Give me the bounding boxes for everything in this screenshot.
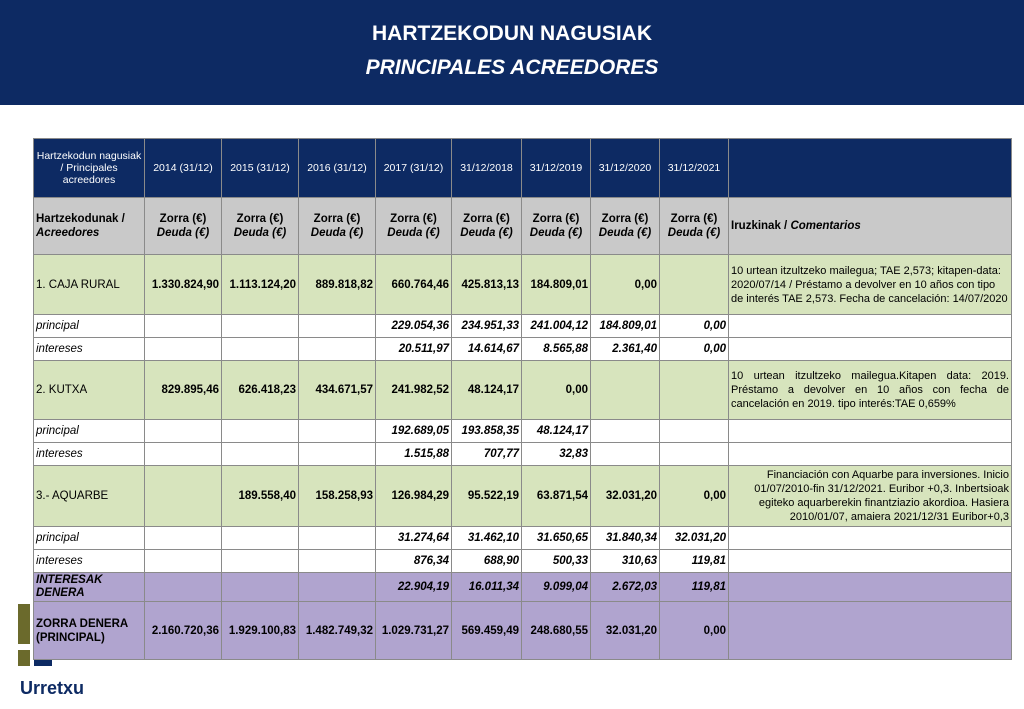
value-cell <box>145 527 222 550</box>
total-debt-row <box>34 602 1012 660</box>
year-header: 2016 (31/12) <box>299 139 376 198</box>
title-spanish: PRINCIPALES ACREEDORES <box>365 56 659 79</box>
debt-header-cell <box>299 198 376 255</box>
comment-cell: 10 urtean itzultzeko mailegua.Kitapen data: 2019. Préstamo a devolver en 10 años con fecha de cancelación en 2019. tipo interés:TAE 0,659% <box>729 361 1012 420</box>
value-cell <box>222 550 299 573</box>
debt-cell: 434.671,57 <box>299 361 376 420</box>
empty-comment-cell <box>729 315 1012 338</box>
value-cell <box>299 420 376 443</box>
value-cell: 0,00 <box>660 338 729 361</box>
debt-header-cell <box>222 198 299 255</box>
debt-label-es: Deuda (€) <box>233 227 287 239</box>
value-cell <box>660 443 729 466</box>
total-interest-row <box>34 573 1012 602</box>
total-cell: 569.459,49 <box>452 602 522 660</box>
value-cell: 31.274,64 <box>376 527 452 550</box>
value-cell <box>222 420 299 443</box>
total-cell <box>222 573 299 602</box>
value-cell: 32,83 <box>522 443 591 466</box>
principal-row <box>34 315 1012 338</box>
value-cell: 184.809,01 <box>591 315 660 338</box>
value-cell: 234.951,33 <box>452 315 522 338</box>
debt-cell: 184.809,01 <box>522 255 591 315</box>
empty-comment-cell <box>729 550 1012 573</box>
year-header: 2014 (31/12) <box>145 139 222 198</box>
debt-label-eu: Zorra (€) <box>236 213 284 225</box>
value-cell: 2.361,40 <box>591 338 660 361</box>
debt-cell: 626.418,23 <box>222 361 299 420</box>
total-cell: 32.031,20 <box>591 602 660 660</box>
value-cell: 500,33 <box>522 550 591 573</box>
creditor-row-aquarbe <box>34 466 1012 527</box>
total-cell: 1.482.749,32 <box>299 602 376 660</box>
debt-cell: 158.258,93 <box>299 466 376 527</box>
creditors-label-cell <box>34 198 145 255</box>
row-label: principal <box>34 420 145 443</box>
value-cell: 1.515,88 <box>376 443 452 466</box>
value-cell: 192.689,05 <box>376 420 452 443</box>
row-label: principal <box>34 527 145 550</box>
total-cell: 1.029.731,27 <box>376 602 452 660</box>
value-cell <box>660 420 729 443</box>
value-cell: 31.462,10 <box>452 527 522 550</box>
value-cell <box>299 550 376 573</box>
total-cell: 2.672,03 <box>591 573 660 602</box>
value-cell: 31.650,65 <box>522 527 591 550</box>
debt-cell: 95.522,19 <box>452 466 522 527</box>
debt-header-cell <box>522 198 591 255</box>
value-cell <box>145 315 222 338</box>
debt-header-cell <box>145 198 222 255</box>
value-cell <box>222 443 299 466</box>
intereses-row <box>34 443 1012 466</box>
total-cell: 2.160.720,36 <box>145 602 222 660</box>
year-header: 2015 (31/12) <box>222 139 299 198</box>
debt-label-eu: Zorra (€) <box>390 213 437 225</box>
value-cell <box>591 443 660 466</box>
total-cell: 9.099,04 <box>522 573 591 602</box>
value-cell: 229.054,36 <box>376 315 452 338</box>
value-cell: 32.031,20 <box>660 527 729 550</box>
comment-cell: 10 urtean itzultzeko mailegua; TAE 2,573; kitapen-data: 2020/07/14 / Préstamo a devolver en 10 años con tipo de interés TAE 2,573. Fecha de cancelación: 14/07/2020 <box>729 255 1012 315</box>
value-cell <box>145 443 222 466</box>
empty-comment-cell <box>729 527 1012 550</box>
debt-cell <box>660 361 729 420</box>
debt-header-cell <box>452 198 522 255</box>
debt-cell <box>660 255 729 315</box>
year-header: 2017 (31/12) <box>376 139 452 198</box>
debt-cell: 126.984,29 <box>376 466 452 527</box>
debt-cell: 425.813,13 <box>452 255 522 315</box>
value-cell <box>299 338 376 361</box>
creditor-name: 2. KUTXA <box>34 361 145 420</box>
year-header: 31/12/2021 <box>660 139 729 198</box>
value-cell: 707,77 <box>452 443 522 466</box>
debt-cell: 660.764,46 <box>376 255 452 315</box>
principal-row <box>34 420 1012 443</box>
debt-cell: 241.982,52 <box>376 361 452 420</box>
creditor-name: 1. CAJA RURAL <box>34 255 145 315</box>
value-cell: 193.858,35 <box>452 420 522 443</box>
total-cell: 1.929.100,83 <box>222 602 299 660</box>
value-cell: 48.124,17 <box>522 420 591 443</box>
debt-header-cell <box>660 198 729 255</box>
corner-header: Hartzekodun nagusiak / Principales acreedores <box>34 139 145 198</box>
debt-cell: 32.031,20 <box>591 466 660 527</box>
total-cell: 119,81 <box>660 573 729 602</box>
debt-cell: 889.818,82 <box>299 255 376 315</box>
total-cell: 16.011,34 <box>452 573 522 602</box>
value-cell: 241.004,12 <box>522 315 591 338</box>
total-interest-label: INTERESAK DENERA <box>34 573 145 602</box>
row-label: intereses <box>34 443 145 466</box>
empty-comment-cell <box>729 573 1012 602</box>
empty-comment-cell <box>729 338 1012 361</box>
title-basque: HARTZEKODUN NAGUSIAK <box>372 22 652 45</box>
debt-cell: 0,00 <box>660 466 729 527</box>
debt-label-es: Deuda (€) <box>460 227 513 239</box>
comment-cell: Financiación con Aquarbe para inversiones. Inicio 01/07/2010-fin 31/12/2021. Euribor +0,3. Inbertsioak egiteko aquarberekin finantziazio akordioa. Hasiera 2010/01/07, amaiera 2021/12/31 Euribor+0,3 <box>729 466 1012 527</box>
logo-emblem-icon <box>18 604 118 674</box>
debt-header-cell <box>591 198 660 255</box>
header-empty-cell <box>729 139 1012 198</box>
debt-label-eu: Zorra (€) <box>463 213 510 225</box>
principal-row <box>34 527 1012 550</box>
value-cell <box>222 527 299 550</box>
value-cell <box>145 420 222 443</box>
value-cell <box>299 315 376 338</box>
value-cell: 876,34 <box>376 550 452 573</box>
total-cell: 248.680,55 <box>522 602 591 660</box>
value-cell: 310,63 <box>591 550 660 573</box>
comments-header-cell <box>729 198 1012 255</box>
debt-label-eu: Zorra (€) <box>670 213 718 225</box>
debt-label-es: Deuda (€) <box>598 227 652 239</box>
row-label: principal <box>34 315 145 338</box>
value-cell: 8.565,88 <box>522 338 591 361</box>
debt-label-eu: Zorra (€) <box>313 213 361 225</box>
comments-label-eu: Iruzkinak / <box>731 220 788 232</box>
subheader-row <box>34 198 1012 255</box>
debt-label-es: Deuda (€) <box>310 227 364 239</box>
creditors-label-eu: Hartzekodunak / <box>36 213 125 225</box>
debt-cell: 189.558,40 <box>222 466 299 527</box>
debt-cell <box>591 361 660 420</box>
value-cell <box>299 443 376 466</box>
value-cell: 688,90 <box>452 550 522 573</box>
total-cell <box>299 573 376 602</box>
debt-label-eu: Zorra (€) <box>601 213 649 225</box>
value-cell: 14.614,67 <box>452 338 522 361</box>
debt-label-es: Deuda (€) <box>156 227 210 239</box>
debt-cell: 1.330.824,90 <box>145 255 222 315</box>
total-cell: 22.904,19 <box>376 573 452 602</box>
urretxu-logo <box>18 604 118 698</box>
creditors-label-es: Acreedores <box>36 227 100 239</box>
value-cell: 119,81 <box>660 550 729 573</box>
year-header: 31/12/2020 <box>591 139 660 198</box>
intereses-row <box>34 338 1012 361</box>
year-header-row <box>34 139 1012 198</box>
empty-comment-cell <box>729 602 1012 660</box>
year-header: 31/12/2019 <box>522 139 591 198</box>
debt-label-es: Deuda (€) <box>387 227 440 239</box>
debt-cell: 829.895,46 <box>145 361 222 420</box>
creditor-name: 3.- AQUARBE <box>34 466 145 527</box>
intereses-row <box>34 550 1012 573</box>
empty-comment-cell <box>729 420 1012 443</box>
value-cell <box>145 550 222 573</box>
value-cell: 0,00 <box>660 315 729 338</box>
value-cell <box>299 527 376 550</box>
debt-cell <box>145 466 222 527</box>
debt-cell: 48.124,17 <box>452 361 522 420</box>
value-cell <box>222 338 299 361</box>
debt-cell: 1.113.124,20 <box>222 255 299 315</box>
debt-label-eu: Zorra (€) <box>532 213 580 225</box>
value-cell <box>591 420 660 443</box>
value-cell: 20.511,97 <box>376 338 452 361</box>
creditors-table <box>33 138 1012 660</box>
total-debt-label: ZORRA DENERA (PRINCIPAL) <box>34 602 145 660</box>
year-header: 31/12/2018 <box>452 139 522 198</box>
debt-label-es: Deuda (€) <box>667 227 721 239</box>
debt-label-eu: Zorra (€) <box>159 213 207 225</box>
row-label: intereses <box>34 550 145 573</box>
comments-label-es: Comentarios <box>790 220 861 232</box>
empty-comment-cell <box>729 443 1012 466</box>
debt-cell: 63.871,54 <box>522 466 591 527</box>
debt-cell: 0,00 <box>591 255 660 315</box>
row-label: intereses <box>34 338 145 361</box>
title-banner <box>0 0 1024 105</box>
debt-header-cell <box>376 198 452 255</box>
value-cell: 31.840,34 <box>591 527 660 550</box>
creditor-row-kutxa <box>34 361 1012 420</box>
debt-label-es: Deuda (€) <box>529 227 583 239</box>
value-cell <box>145 338 222 361</box>
debt-cell: 0,00 <box>522 361 591 420</box>
total-cell: 0,00 <box>660 602 729 660</box>
logo-text: Urretxu <box>20 678 85 698</box>
value-cell <box>222 315 299 338</box>
total-cell <box>145 573 222 602</box>
creditor-row-caja-rural <box>34 255 1012 315</box>
